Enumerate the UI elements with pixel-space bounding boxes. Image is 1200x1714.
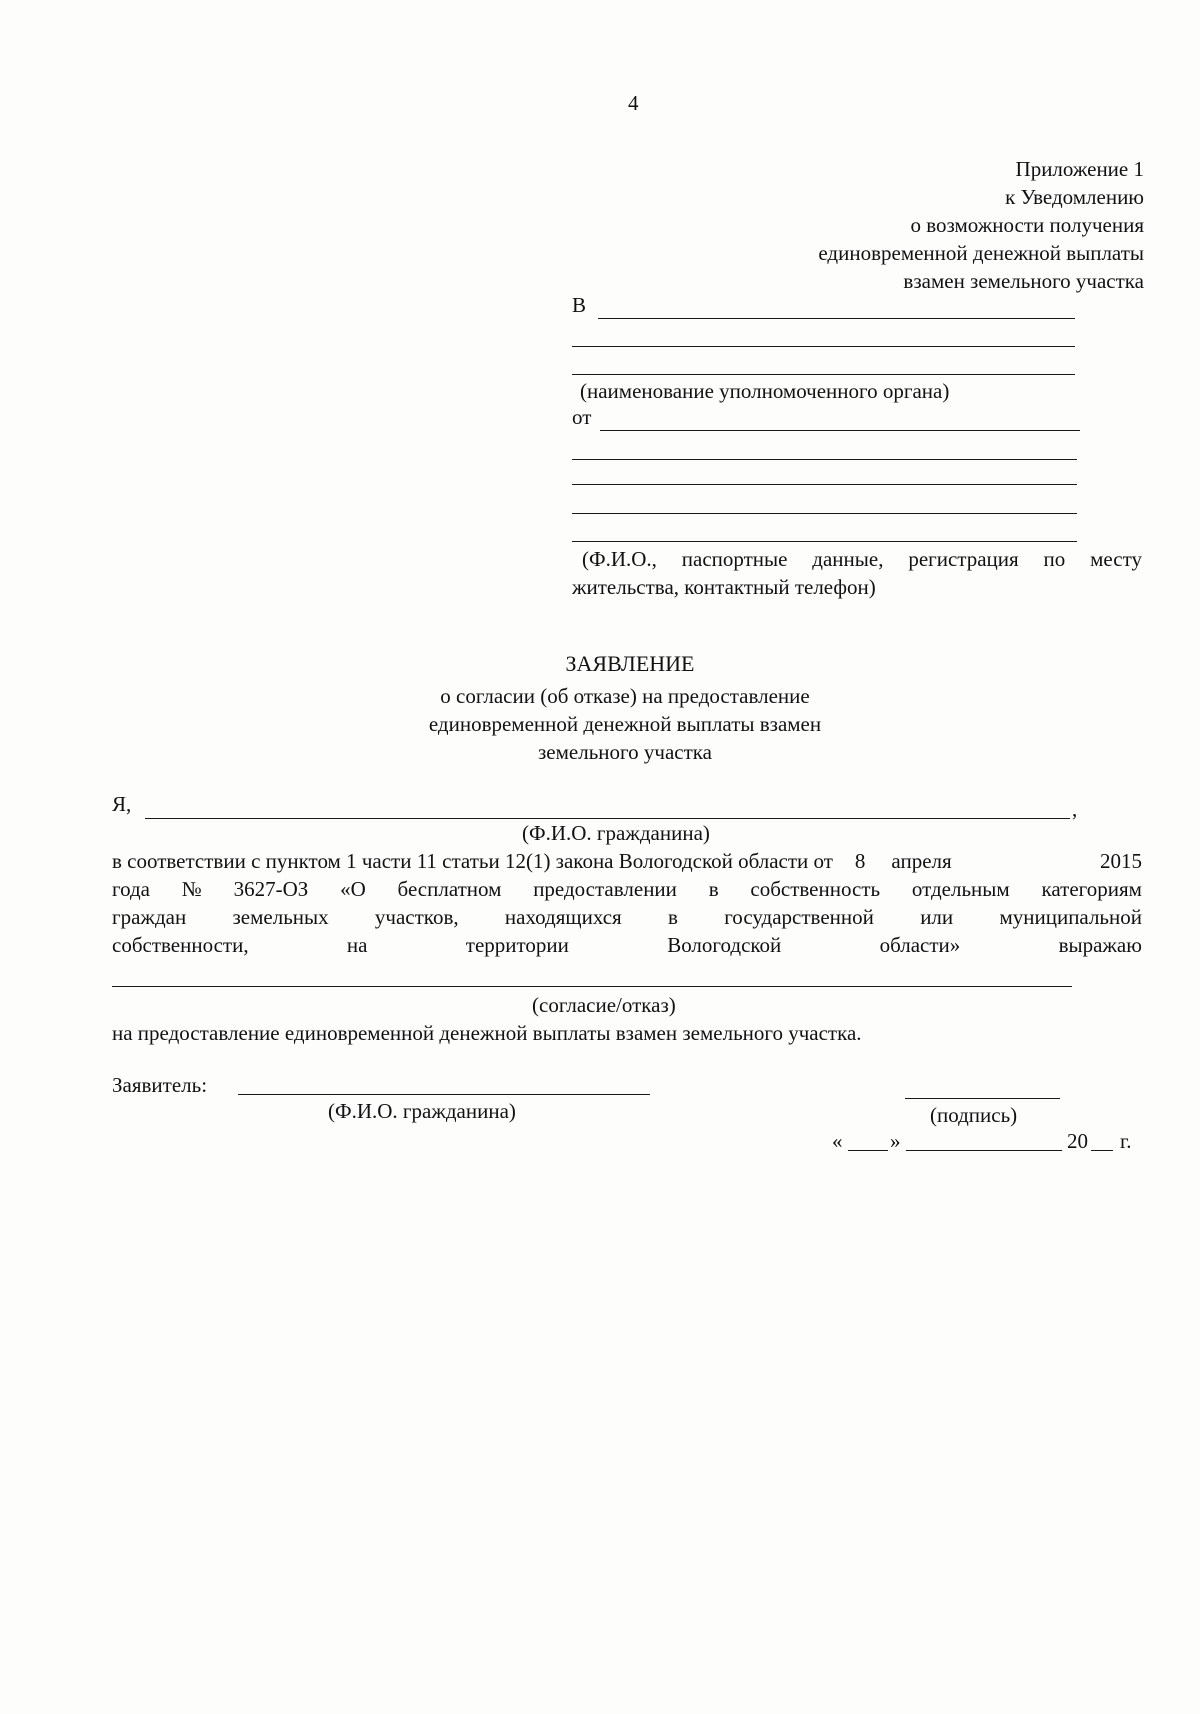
body-text: в соответствии с пунктом 1 части 11 статьи 12(1) закона Вологодской области от xyxy=(112,849,833,873)
from-applicant-line-1[interactable] xyxy=(600,430,1080,431)
title-line-2: единовременной денежной выплаты взамен xyxy=(428,712,822,736)
body-text: выражаю xyxy=(1058,933,1142,957)
body-text: отдельным xyxy=(911,877,1010,901)
from-applicant-line-2[interactable] xyxy=(572,459,1077,460)
body-text: области» xyxy=(879,933,961,957)
body-text: Вологодской xyxy=(667,933,782,957)
consent-refusal-caption: (согласие/отказ) xyxy=(532,993,676,1017)
applicant-label: Заявитель: xyxy=(112,1073,208,1097)
body-text: участков, xyxy=(374,905,459,929)
body-text: «О xyxy=(340,877,366,901)
appendix-line-1: Приложение 1 xyxy=(1015,157,1144,181)
consent-refusal-line[interactable] xyxy=(112,986,1072,987)
body-text: в xyxy=(668,905,678,929)
body-text: категориям xyxy=(1041,877,1142,901)
body-line-4 xyxy=(112,932,1142,958)
body-text: собственность xyxy=(750,877,881,901)
body-text: земельных xyxy=(232,905,329,929)
to-authority-line-2[interactable] xyxy=(572,346,1075,347)
caption-word: месту xyxy=(1090,547,1142,571)
date-month-line[interactable] xyxy=(906,1150,1062,1151)
applicant-name-line[interactable] xyxy=(238,1094,650,1095)
date-year-suffix: г. xyxy=(1120,1129,1132,1153)
title-line-1: о согласии (об отказе) на предоставление xyxy=(440,684,810,708)
caption-word: паспортные xyxy=(681,547,788,571)
from-applicant-line-3[interactable] xyxy=(572,484,1077,485)
date-close-quote: » xyxy=(890,1129,901,1153)
caption-word: по xyxy=(1043,547,1066,571)
citizen-name-caption: (Ф.И.О. гражданина) xyxy=(522,821,710,845)
body-text: муниципальной xyxy=(999,905,1142,929)
i-suffix: , xyxy=(1072,797,1078,821)
body-text: бесплатном xyxy=(397,877,502,901)
body-text: года xyxy=(112,877,150,901)
body-text: в xyxy=(708,877,719,901)
body-text: на xyxy=(346,933,368,957)
caption-word: данные, xyxy=(812,547,884,571)
body-text: апреля xyxy=(891,849,952,873)
body-text: граждан xyxy=(112,905,187,929)
to-authority-caption: (наименование уполномоченного органа) xyxy=(580,379,950,403)
appendix-line-3: о возможности получения xyxy=(910,213,1144,237)
applicant-name-caption: (Ф.И.О. гражданина) xyxy=(328,1099,516,1123)
body-text: предоставлении xyxy=(533,877,677,901)
body-text: 3627-ОЗ xyxy=(233,877,309,901)
to-authority-line-3[interactable] xyxy=(572,374,1075,375)
from-applicant-caption xyxy=(582,546,1142,572)
date-year-prefix: 20 xyxy=(1067,1129,1088,1153)
from-applicant-line-4[interactable] xyxy=(572,513,1077,514)
body-line-1 xyxy=(112,848,1142,874)
to-authority-line-1[interactable] xyxy=(598,318,1075,319)
page-number: 4 xyxy=(628,91,639,115)
title-line-3: земельного участка xyxy=(538,740,712,764)
date-open-quote: « xyxy=(832,1129,843,1153)
appendix-header xyxy=(818,155,1144,295)
body-text: 2015 xyxy=(1100,849,1142,873)
body-line-2 xyxy=(112,876,1142,902)
application-title xyxy=(0,650,1200,678)
body-text: территории xyxy=(465,933,569,957)
body-text: или xyxy=(920,905,954,929)
signature-line[interactable] xyxy=(905,1098,1060,1099)
body-line-3 xyxy=(112,904,1142,930)
caption-word: (Ф.И.О., xyxy=(582,547,657,571)
body-text: № xyxy=(181,877,202,901)
from-applicant-line-5[interactable] xyxy=(572,541,1077,542)
closing-line: на предоставление единовременной денежной выплаты взамен земельного участка. xyxy=(112,1021,862,1045)
body-text: находящихся xyxy=(504,905,622,929)
from-prefix: от xyxy=(572,405,592,429)
body-text: 8 xyxy=(854,849,866,873)
appendix-line-2: к Уведомлению xyxy=(1005,185,1144,209)
caption-word: регистрация xyxy=(908,547,1019,571)
date-day-line[interactable] xyxy=(848,1150,888,1151)
from-applicant-caption-line-2: жительства, контактный телефон) xyxy=(572,575,876,599)
citizen-name-line[interactable] xyxy=(145,818,1070,819)
i-prefix: Я, xyxy=(112,792,132,816)
body-text: собственности, xyxy=(112,933,249,957)
date-year-line[interactable] xyxy=(1091,1150,1113,1151)
signature-caption: (подпись) xyxy=(930,1103,1018,1127)
to-prefix: В xyxy=(572,293,587,317)
title-subtitle xyxy=(0,682,1200,766)
appendix-line-5: взамен земельного участка xyxy=(903,269,1144,293)
appendix-line-4: единовременной денежной выплаты xyxy=(818,241,1144,265)
body-text: государственной xyxy=(724,905,874,929)
title-heading: ЗАЯВЛЕНИЕ xyxy=(565,651,695,676)
